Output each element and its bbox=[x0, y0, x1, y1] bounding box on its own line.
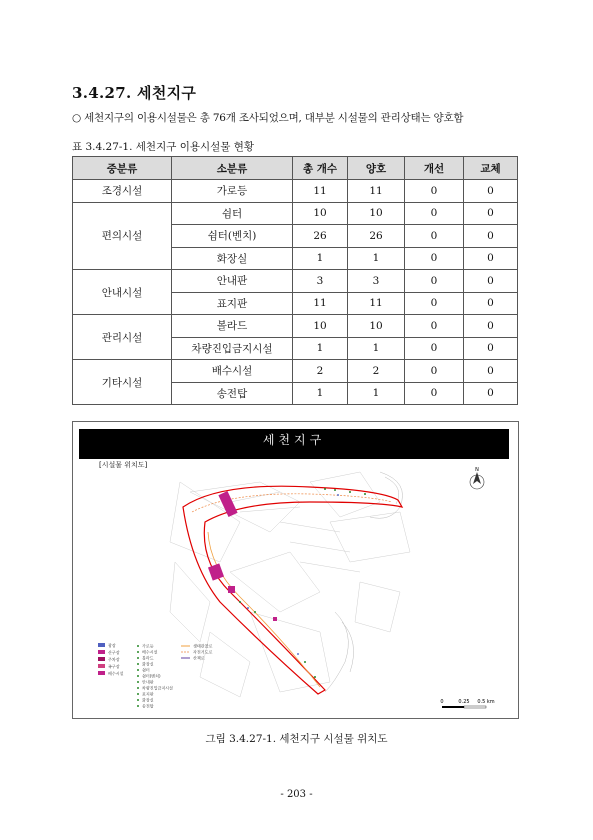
map-subtitle: [시설물 위치도] bbox=[99, 461, 148, 469]
legend-item: 배수시설 bbox=[108, 671, 124, 676]
trail-path bbox=[208, 532, 320, 687]
scale-label: 0.5 km bbox=[477, 699, 495, 705]
minor-category: 안내판 bbox=[172, 270, 293, 293]
table-row bbox=[73, 315, 518, 338]
total-count: 1 bbox=[293, 382, 348, 405]
minor-category: 화장실 bbox=[172, 247, 293, 270]
total-count: 10 bbox=[293, 315, 348, 338]
major-category: 관리시설 bbox=[73, 315, 172, 360]
section-heading: 3.4.27. 세천지구 bbox=[72, 84, 197, 102]
total-count: 1 bbox=[293, 337, 348, 360]
replace-count: 0 bbox=[464, 225, 518, 248]
improve-count: 0 bbox=[405, 337, 464, 360]
legend-item: 배수시설 bbox=[142, 649, 158, 655]
legend-item: 안내판 bbox=[142, 679, 154, 685]
good-count: 11 bbox=[348, 292, 405, 315]
total-count: 11 bbox=[293, 180, 348, 203]
replace-count: 0 bbox=[464, 337, 518, 360]
good-count: 10 bbox=[348, 315, 405, 338]
improve-count: 0 bbox=[405, 247, 464, 270]
good-count: 11 bbox=[348, 180, 405, 203]
improve-count: 0 bbox=[405, 180, 464, 203]
replace-count: 0 bbox=[464, 247, 518, 270]
legend-item: 생태관찰로 bbox=[193, 643, 213, 649]
minor-category: 송전탑 bbox=[172, 382, 293, 405]
summary-text: ○ 세천지구의 이용시설물은 총 76개 조사되었으며, 대부분 시설물의 관리상태는 양호함 bbox=[72, 112, 464, 124]
minor-category: 표지판 bbox=[172, 292, 293, 315]
facility-table bbox=[72, 156, 518, 405]
parking-area bbox=[228, 586, 235, 593]
restroom-marker bbox=[273, 617, 277, 621]
improve-count: 0 bbox=[405, 202, 464, 225]
scale-label: 0.25 bbox=[458, 699, 470, 705]
legend-item: 쉼터 bbox=[142, 667, 150, 673]
legend-item: 볼라드 bbox=[142, 655, 154, 661]
site-boundary bbox=[183, 486, 402, 694]
good-count: 1 bbox=[348, 382, 405, 405]
total-count: 3 bbox=[293, 270, 348, 293]
legend-item: 차량진입금지시설 bbox=[142, 685, 173, 691]
north-label: N bbox=[475, 467, 479, 473]
replace-count: 0 bbox=[464, 202, 518, 225]
good-count: 1 bbox=[348, 337, 405, 360]
header-good: 양호 bbox=[348, 157, 405, 180]
table-row bbox=[73, 360, 518, 383]
minor-category: 쉼터 bbox=[172, 202, 293, 225]
minor-category: 쉼터(벤치) bbox=[172, 225, 293, 248]
legend-item: 화장실 bbox=[142, 697, 154, 703]
total-count: 2 bbox=[293, 360, 348, 383]
header-improve: 개선 bbox=[405, 157, 464, 180]
table-header-row bbox=[73, 157, 518, 180]
improve-count: 0 bbox=[405, 315, 464, 338]
improve-count: 0 bbox=[405, 292, 464, 315]
minor-category: 가로등 bbox=[172, 180, 293, 203]
map-title: 세천지구 bbox=[79, 429, 509, 459]
replace-count: 0 bbox=[464, 315, 518, 338]
legend-item: 자전거도로 bbox=[193, 649, 213, 655]
header-total: 총 개수 bbox=[293, 157, 348, 180]
major-category: 조경시설 bbox=[73, 180, 172, 203]
scale-label: 0 bbox=[440, 699, 444, 705]
parking-area bbox=[218, 491, 237, 517]
map-legend bbox=[98, 642, 212, 709]
facility-markers bbox=[239, 488, 366, 678]
legend-item: 주차장 bbox=[108, 657, 120, 662]
page-number: - 203 - bbox=[280, 789, 313, 800]
replace-count: 0 bbox=[464, 180, 518, 203]
major-category: 편의시설 bbox=[73, 202, 172, 270]
legend-item: 산구장 bbox=[108, 650, 120, 655]
good-count: 26 bbox=[348, 225, 405, 248]
minor-category: 차량진입금지시설 bbox=[172, 337, 293, 360]
parking-area bbox=[208, 563, 224, 580]
legend-item: 가로등 bbox=[142, 643, 154, 649]
replace-count: 0 bbox=[464, 292, 518, 315]
total-count: 11 bbox=[293, 292, 348, 315]
good-count: 10 bbox=[348, 202, 405, 225]
total-count: 1 bbox=[293, 247, 348, 270]
good-count: 1 bbox=[348, 247, 405, 270]
minor-category: 볼라드 bbox=[172, 315, 293, 338]
header-replace: 교체 bbox=[464, 157, 518, 180]
site-map bbox=[80, 462, 510, 712]
replace-count: 0 bbox=[464, 382, 518, 405]
improve-count: 0 bbox=[405, 270, 464, 293]
minor-category: 배수시설 bbox=[172, 360, 293, 383]
replace-count: 0 bbox=[464, 270, 518, 293]
bollard-markers bbox=[247, 494, 339, 655]
total-count: 10 bbox=[293, 202, 348, 225]
improve-count: 0 bbox=[405, 225, 464, 248]
good-count: 3 bbox=[348, 270, 405, 293]
table-row bbox=[73, 270, 518, 293]
improve-count: 0 bbox=[405, 360, 464, 383]
legend-item: 광장 bbox=[108, 643, 116, 648]
major-category: 기타시설 bbox=[73, 360, 172, 405]
total-count: 26 bbox=[293, 225, 348, 248]
table-row bbox=[73, 180, 518, 203]
scale-bar bbox=[440, 699, 494, 708]
legend-item: 송전탑 bbox=[142, 703, 154, 709]
table-row bbox=[73, 202, 518, 225]
figure-caption: 그림 3.4.27-1. 세천지구 시설물 위치도 bbox=[205, 733, 388, 745]
header-major: 중분류 bbox=[73, 157, 172, 180]
legend-item: 산책로 bbox=[193, 655, 205, 661]
north-arrow-icon bbox=[470, 467, 484, 489]
major-category: 안내시설 bbox=[73, 270, 172, 315]
table-caption: 표 3.4.27-1. 세천지구 이용시설물 현황 bbox=[72, 141, 255, 153]
replace-count: 0 bbox=[464, 360, 518, 383]
header-minor: 소분류 bbox=[172, 157, 293, 180]
legend-item: 표지판 bbox=[142, 691, 154, 697]
good-count: 2 bbox=[348, 360, 405, 383]
legend-item: 쉼터(벤치) bbox=[142, 673, 161, 679]
improve-count: 0 bbox=[405, 382, 464, 405]
legend-item: 화장실 bbox=[142, 661, 154, 667]
legend-item: 족구장 bbox=[108, 664, 120, 669]
